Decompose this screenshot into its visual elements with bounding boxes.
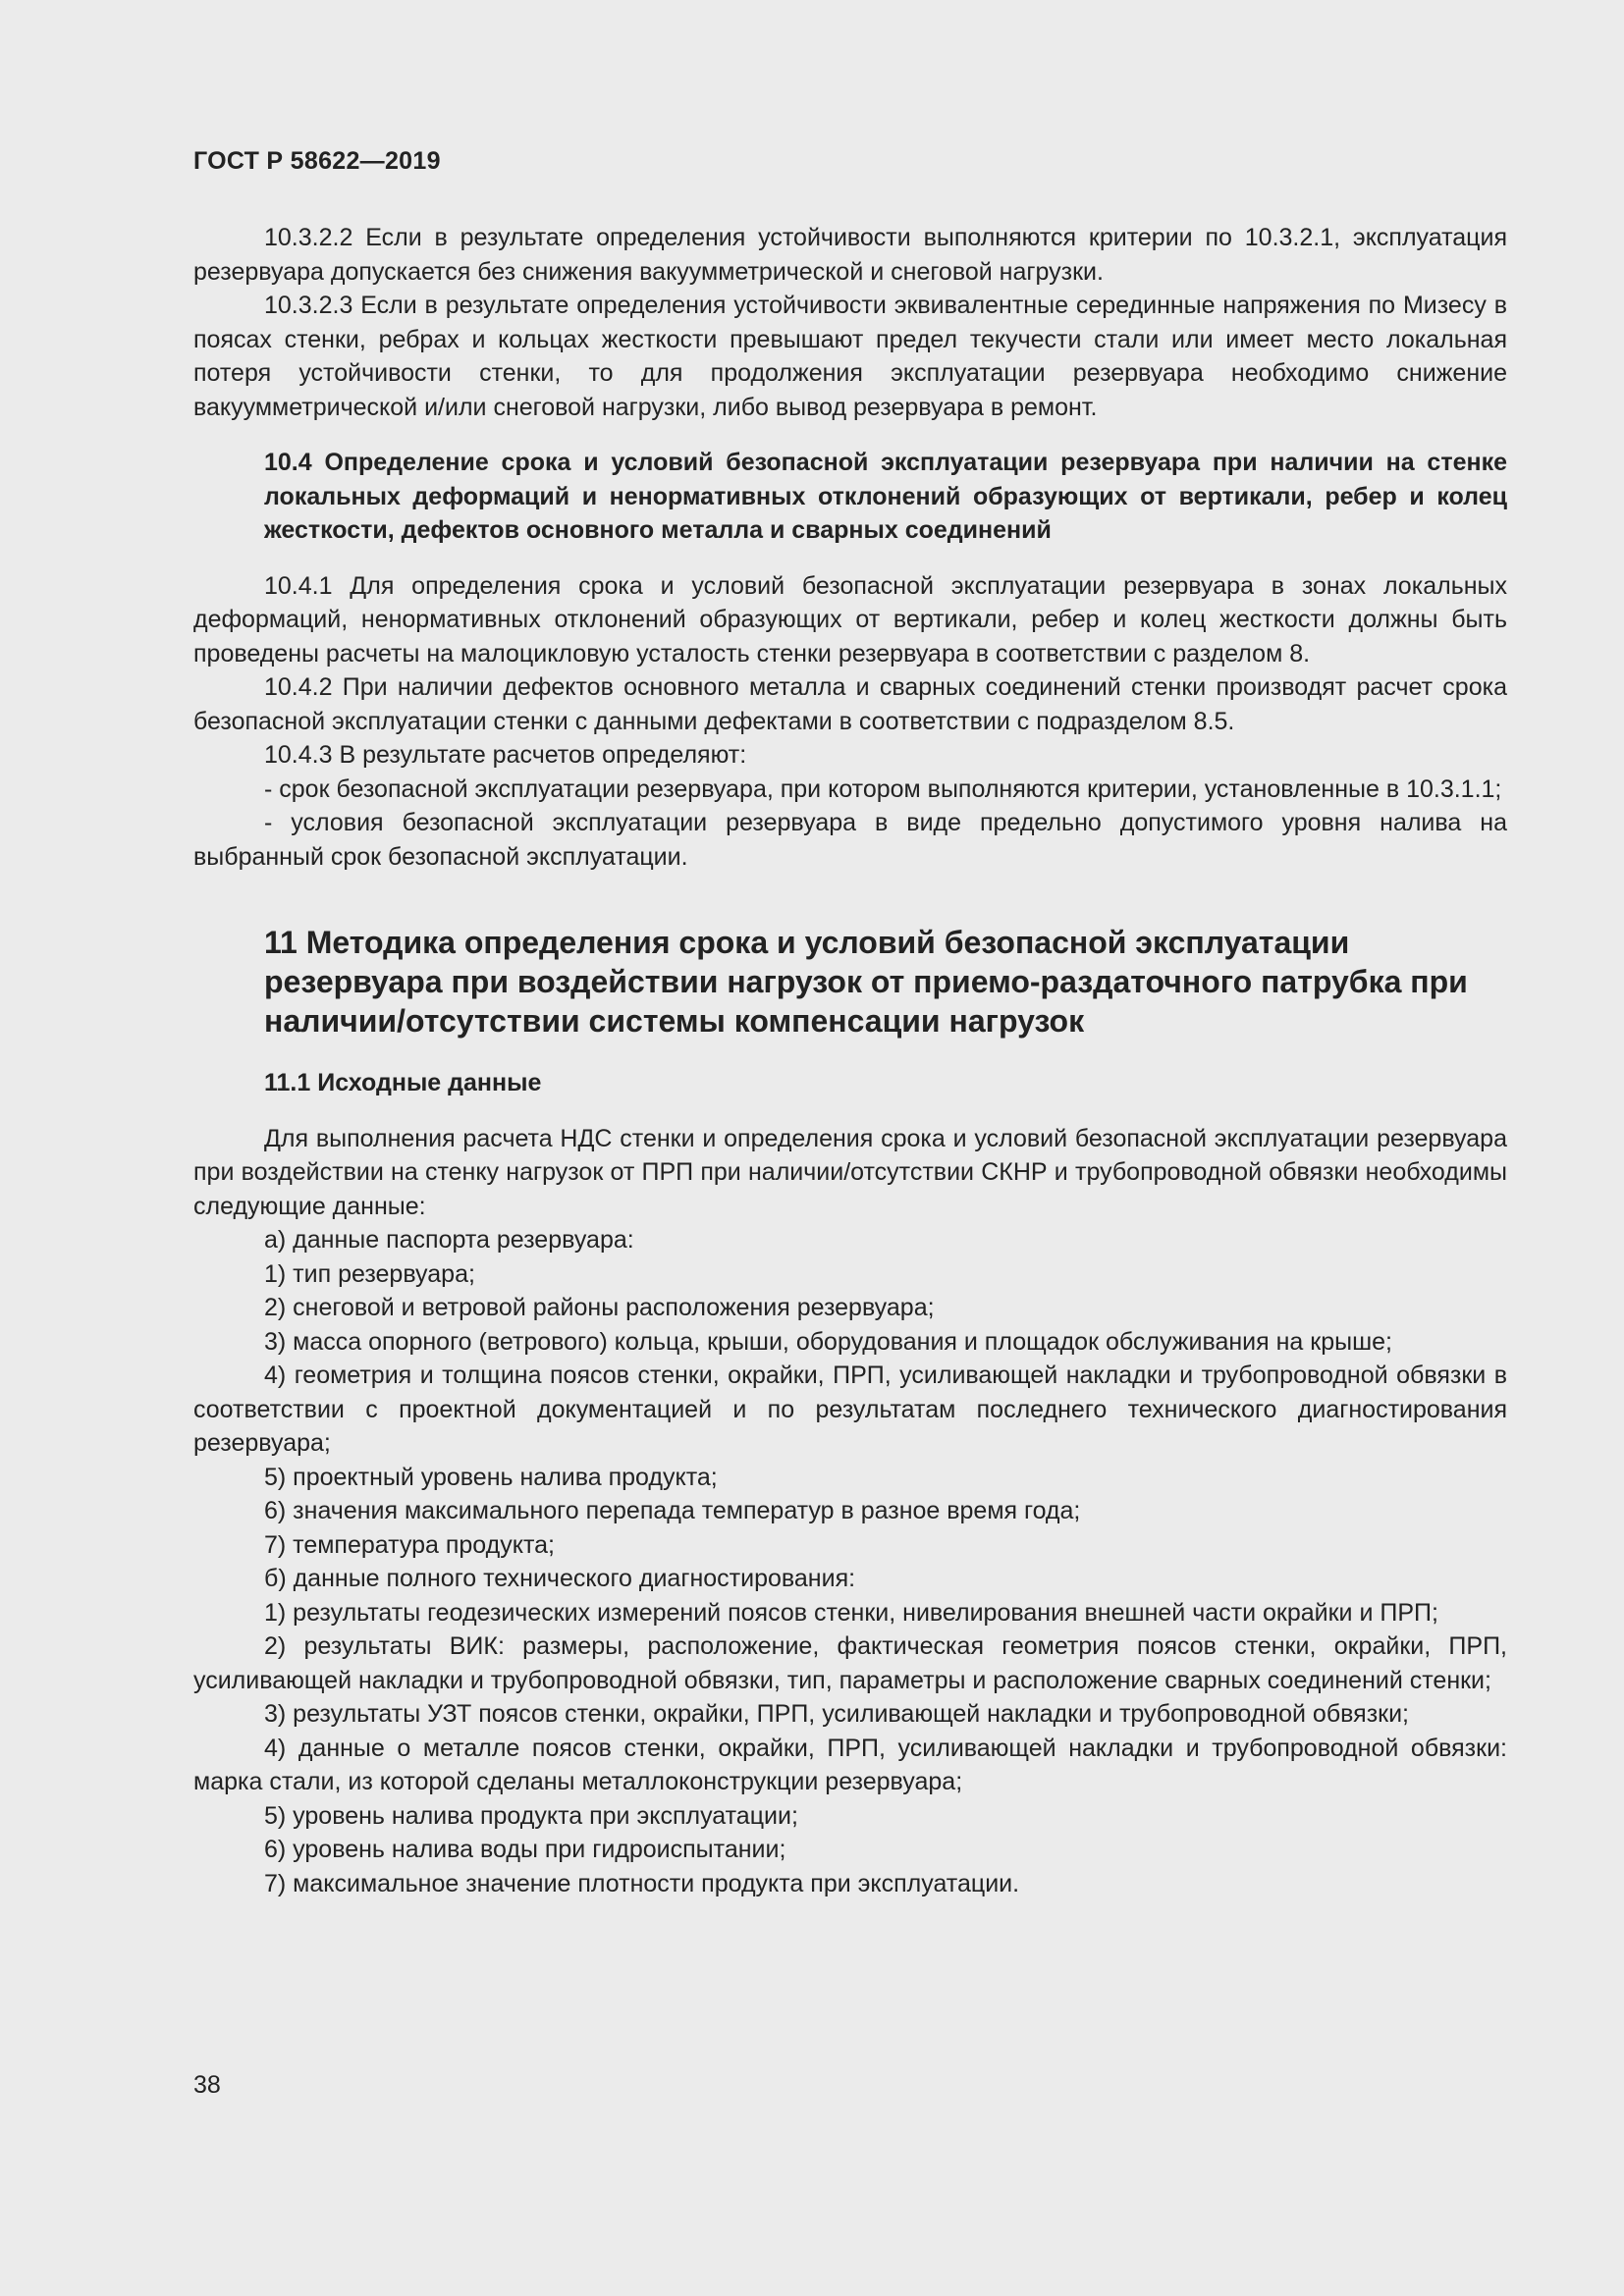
paragraph-10-4-2: 10.4.2 При наличии дефектов основного металла и сварных соединений стенки производят расчет срока безопасной эксплуатации стенки с данными дефектами в соответствии с подразделом 8.5.: [193, 673, 1507, 735]
list-b-item: 2) результаты ВИК: размеры, расположение, фактическая геометрия поясов стенки, окрайки, ПРП, усиливающей накладки и трубопроводной обвязки, тип, параметры и расположение сварных соединений стенки;: [193, 1632, 1507, 1694]
list-b-item: 4) данные о металле поясов стенки, окрайки, ПРП, усиливающей накладки и трубопроводной обвязки: марка стали, из которой сделаны металлоконструкции резервуара;: [193, 1734, 1507, 1795]
list-a-item: 3) масса опорного (ветрового) кольца, крыши, оборудования и площадок обслуживания на крыше;: [264, 1327, 1392, 1356]
list-item: - условия безопасной эксплуатации резервуара в виде предельно допустимого уровня налива на выбранный срок безопасной эксплуатации.: [193, 809, 1507, 871]
list-a-item: 7) температура продукта;: [264, 1530, 555, 1559]
list-a-item: 2) снеговой и ветровой районы расположения резервуара;: [264, 1294, 935, 1321]
list-a-title: а) данные паспорта резервуара:: [264, 1226, 634, 1254]
page-number: 38: [193, 2071, 221, 2099]
paragraph-10-4-3: 10.4.3 В результате расчетов определяют:: [264, 741, 747, 769]
subsection-heading-11-1: 11.1 Исходные данные: [264, 1069, 542, 1096]
list-b-item: 5) уровень налива продукта при эксплуатации;: [264, 1801, 798, 1830]
list-b-title: б) данные полного технического диагностирования:: [264, 1565, 856, 1592]
paragraph-10-3-2-3: 10.3.2.3 Если в результате определения устойчивости эквивалентные серединные напряжения по Мизесу в поясах стенки, ребрах и кольцах жесткости превышают предел текучести стали или имеет место локальная потеря устойчивости стенки, то для продолжения эксплуатации резервуара необходимо снижение вакуумметрической и/или снеговой нагрузки, либо вывод резервуара в ремонт.: [193, 292, 1507, 421]
list-a-item: 4) геометрия и толщина поясов стенки, окрайки, ПРП, усиливающей накладки и трубопроводной обвязки в соответствии с проектной документацией и по результатам последнего технического диагностирования резервуара;: [193, 1362, 1507, 1457]
subsection-heading-10-4: 10.4 Определение срока и условий безопасной эксплуатации резервуара при наличии на стенке локальных деформаций и ненормативных отклонений образующих от вертикали, ребер и колец жесткости, дефектов основного металла и сварных соединений: [264, 449, 1507, 544]
list-item: - срок безопасной эксплуатации резервуара, при котором выполняются критерии, установленные в 10.3.1.1;: [264, 774, 1502, 803]
paragraph-11-1-intro: Для выполнения расчета НДС стенки и определения срока и условий безопасной эксплуатации резервуара при воздействии на стенку нагрузок от ПРП при наличии/отсутствии СКНР и трубопроводной обвязки необходимы следующие данные:: [193, 1124, 1507, 1220]
document-code-header: ГОСТ Р 58622—2019: [193, 147, 441, 175]
list-b-item: 3) результаты УЗТ поясов стенки, окрайки, ПРП, усиливающей накладки и трубопроводной обвязки;: [264, 1700, 1410, 1728]
list-b-item: 1) результаты геодезических измерений поясов стенки, нивелирования внешней части окрайки и ПРП;: [264, 1598, 1438, 1627]
list-b-item: 6) уровень налива воды при гидроиспытании;: [264, 1836, 786, 1863]
list-a-item: 5) проектный уровень налива продукта;: [264, 1463, 718, 1491]
section-heading-11: 11 Методика определения срока и условий безопасной эксплуатации резервуара при воздействии нагрузок от приемо-раздаточного патрубка при наличии/отсутствии системы компенсации нагрузок: [264, 925, 1468, 1039]
page-content: [193, 221, 1507, 1900]
list-a-item: 1) тип резервуара;: [264, 1259, 475, 1288]
list-a-item: 6) значения максимального перепада температур в разное время года;: [264, 1497, 1081, 1524]
paragraph-10-3-2-2: 10.3.2.2 Если в результате определения устойчивости выполняются критерии по 10.3.2.1, эксплуатация резервуара допускается без снижения вакуумметрической и снеговой нагрузки.: [193, 224, 1507, 286]
paragraph-10-4-1: 10.4.1 Для определения срока и условий безопасной эксплуатации резервуара в зонах локальных деформаций, ненормативных отклонений образующих от вертикали, ребер и колец жесткости должны быть проведены расчеты на малоцикловую усталость стенки резервуара в соответствии с разделом 8.: [193, 571, 1507, 667]
list-b-item: 7) максимальное значение плотности продукта при эксплуатации.: [264, 1869, 1020, 1897]
